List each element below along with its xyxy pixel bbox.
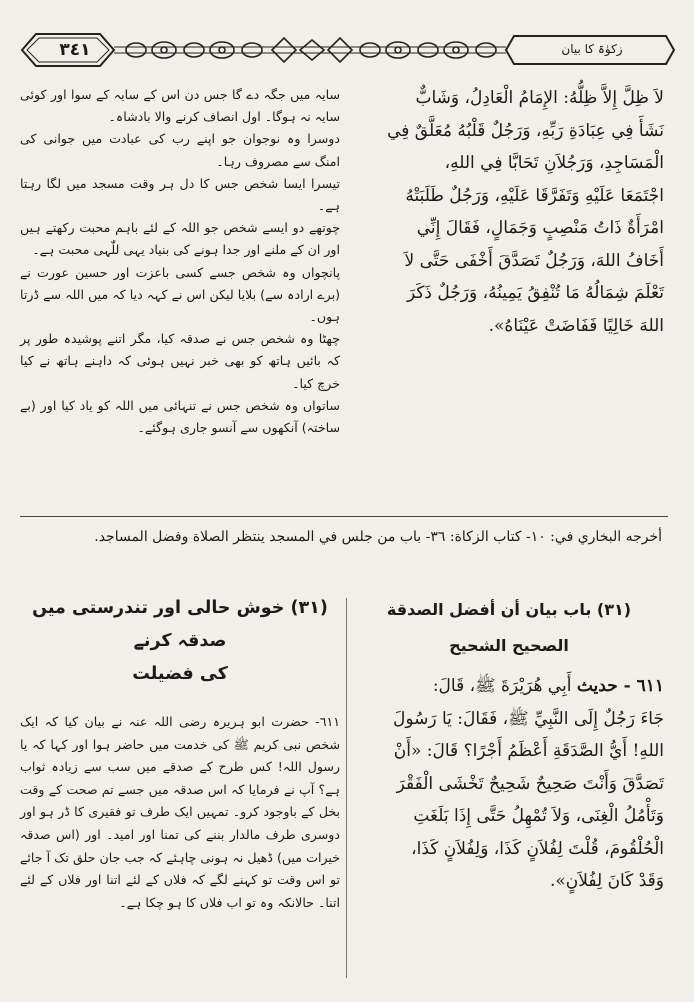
urdu-hadith-611: ٦١١- حضرت ابو ہریرہ رضی اللہ عنہ نے بیان کیا کہ ایک شخص نبی کریم ﷺ کی خدمت میں حاضر ہوا اور کہا کہ یا رسول اللہ! کس طرح کے صدقے میں سب سے زیادہ ثواب ہے؟ آپ نے فرمایا کہ اس صدقہ میں جسے تم صحت کے وقت بخل کے باوجود کرو۔ تمہیں ایک طرف تو فقیری کا ڈر ہو اور دوسری طرف مالدار بننے کی تمنا اور امید۔ اور (اس صدقہ خیرات میں) ڈھیل نہ ہونی چاہئے کہ جب جان حلق تک آ جائے تو اس وقت تو کہنے لگے کہ فلاں کے لئے اتنا اور فلاں کے لئے اتنا۔ حالانکہ وہ تو اب فلاں کا ہو چکا ہے۔ [20,714,340,910]
page-header [14,28,680,72]
urdu-paragraph: سایہ میں جگہ دے گا جس دن اس کے سایہ کے سوا اور کوئی سایہ نہ ہوگا۔ اول انصاف کرنے والا بادشاہ۔ [20,87,340,125]
arabic-line: لاَ ظِلَّ إِلاَّ ظِلُّهُ: الإِمَامُ الْعَادِلُ، وَشَابٌّ [415,88,664,108]
urdu-paragraph: دوسرا وہ نوجوان جو اپنے رب کی عبادت میں جوانی کی امنگ سے مصروف رہا۔ [20,131,340,169]
arabic-line: وَتَأْمُلُ الْغِنَى، وَلاَ تُمْهِلُ حَتَّى إِذَا بَلَغَتِ [413,806,664,826]
arabic-line: اللهَ خَالِيًا فَفَاضَتْ عَيْنَاهُ». [488,315,664,336]
arabic-heading-line: الصحيح الشحيح [449,636,569,655]
urdu-paragraph: تیسرا ایسا شخص جس کا دل ہر وقت مسجد میں لگا رہتا ہے۔ [20,175,340,214]
urdu-chapter-heading [20,592,340,691]
urdu-paragraph: پانچواں وہ شخص جسے کسی باعزت اور حسین عورت نے (برے ارادہ سے) بلایا لیکن اس نے کہہ دیا کہ میں اللہ سے ڈرتا ہوں۔ [20,264,340,325]
urdu-section-31 [20,592,340,914]
urdu-heading-line: (٣١) خوش حالی اور تندرستی میں صدقہ کرنے [32,598,328,651]
arabic-section-31 [354,592,664,898]
urdu-heading-line: کی فضیلت [132,664,228,684]
arabic-line: جَاءَ رَجُلٌ إِلَى النَّبِيِّ ﷺ، فَقَالَ: يَا رَسُولَ [392,708,664,729]
arabic-line: وَقَدْ كَانَ لِفُلاَنٍ». [549,871,664,891]
source-reference: أخرجه البخاري في: ١٠- كتاب الزكاة: ٣٦- باب من جلس في المسجد ينتظر الصلاة وفضل المساجد. [94,529,662,545]
arabic-line: نَشَأَ فِي عِبَادَةِ رَبِّهِ، وَرَجُلٌ قَلْبُهُ مُعَلَّقٌ فِي [387,120,664,141]
chapter-title: زکوٰۃ کا بیان [561,42,623,56]
page-number: ٣٤١ [59,40,91,60]
arabic-heading-line: (٣١) باب بيان أن أفضل الصدقة [386,600,632,619]
arabic-line [354,670,664,703]
arabic-text-top [352,82,664,342]
arabic-line: اللهِ! أَيُّ الصَّدَقَةِ أَعْظَمُ أَجْرًا؟ قَالَ: «أَنْ [393,741,664,761]
arabic-chapter-heading [354,592,664,664]
column-divider [346,598,347,978]
arabic-line: اجْتَمَعَا عَلَيْهِ وَتَفَرَّقَا عَلَيْهِ، وَرَجُلٌ طَلَبَتْهُ [405,185,664,206]
arabic-hadith-611 [354,670,664,898]
arabic-line: الْمَسَاجِدِ، وَرَجُلاَنِ تَحَابَّا فِي اللهِ، [444,153,664,173]
arabic-line: تَعْلَمَ شِمَالُهُ مَا تُنْفِقُ يَمِينُهُ، وَرَجُلٌ ذَكَرَ [406,283,664,303]
urdu-paragraph: چھٹا وہ شخص جس نے صدقہ کیا، مگر اتنے پوشیدہ طور پر کہ بائیں ہاتھ کو بھی خبر نہیں ہوئی کہ داہنے ہاتھ نے کیا خرچ کیا۔ [20,331,340,391]
arabic-line: أَخَافُ اللهَ، وَرَجُلٌ تَصَدَّقَ أَخْفَى حَتَّى لاَ [404,250,664,271]
section-divider [20,516,668,517]
urdu-text-top [20,84,340,439]
arabic-line: تَصَدَّقَ وَأَنْتَ صَحِيحٌ شَحِيحٌ تَخْشَى الْفَقْرَ [396,773,664,794]
urdu-paragraph: ساتواں وہ شخص جس نے تنہائی میں اللہ کو یاد کیا اور (بے ساختہ) آنکھوں سے آنسو جاری ہوگئے۔ [20,397,340,436]
arabic-line: امْرَأَةٌ ذَاتُ مَنْصِبٍ وَجَمَالٍ، فَقَالَ إِنِّي [416,218,664,238]
hadith-number: ٦١١ - حديث [576,676,664,696]
urdu-paragraph: چوتھے دو ایسے شخص جو اللہ کے لئے باہم محبت رکھتے ہیں اور ان کے ملنے اور جدا ہونے کی بنیاد یہی للّٰہی محبت ہے۔ [20,220,340,258]
arabic-line: الْحُلْقُومَ، قُلْتَ لِفُلاَنٍ كَذَا، وَلِفُلاَنٍ كَذَا، [411,838,664,859]
arabic-line-text: أَبِي هُرَيْرَةَ ﷺ، قَالَ: [432,676,572,696]
